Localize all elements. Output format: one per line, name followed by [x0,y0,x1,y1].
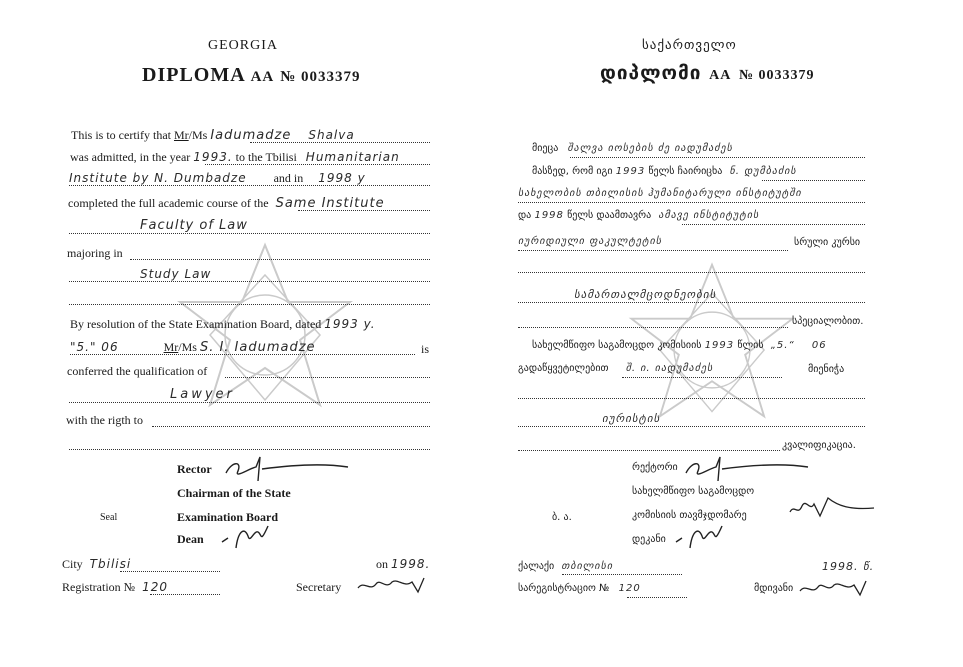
line-completed: completed the full academic course of the Same Institute [68,196,385,211]
chairman-label-ge-1: სახელმწიფო საგამოცდო [632,486,755,497]
document-title [142,64,361,87]
chairman-label-2: Examination Board [177,510,279,524]
qualification-label: conferred the qualification of [67,364,208,378]
diploma-georgian-page: საქართველო დიპლომი AA № 0033379 მიეცა შალვა იოსების ძე იადუმაძეს მასზედ, რომ იგი 1993 წელს ჩაირიცხა ნ. დუმბაძის სახელობის თბილისის ჰუმანიტარული ინსტიტუტში და 1998 წელს დაამთავრა ამავე ინსტიტუტის იურიდიული ფაკულტეტის სრული კურსი სამართალმცოდნეობის სპეციალობით. სახელმწიფო საგამოცდო კომისიის 1993 წლის „5.“ 06 გადაწყვეტილებით შ. ი. იადუმაძეს მიენიჭა იურისტის კვალიფიკაცია. რექტორი სახელმწიფო საგამოცდო კომისიის თავმჯდომარე ბ. ა. დეკანი ქალაქი თბილისი 1998. წ. სარეგისტრაციო № 120 მდივანი [482,0,963,667]
line-admitted: was admitted, in the year 1993. to the Tbilisi Humanitarian [70,150,400,164]
holder-firstname: Shalva [308,128,355,142]
resolution-date: "5." 06 [70,340,119,354]
major-value: Study Law [140,267,212,281]
institute-name: Institute by N. Dumbadze [69,171,247,185]
ge-major: სამართალმცოდნეობის [574,288,717,301]
registration-line: Registration № 120 [62,580,169,594]
line-conferred-name: "5." 06 Mr/Ms S. I. Iadumadze [70,340,316,355]
chairman-label-1: Chairman of the State [177,486,291,500]
ge-line-2: მასზედ, რომ იგი 1993 წელს ჩაირიცხა ნ. დუმბაძის [532,166,797,177]
ge-qualification: იურისტის [602,412,661,425]
resolution-year: 1993 y. [324,317,376,331]
line-certify: This is to certify that Mr/Ms Iadumadze Shalva [71,128,355,143]
rights-label: with the rigth to [66,413,143,427]
document-title-ge: დიპლომი AA № 0033379 [600,62,815,84]
ge-registration-line: სარეგისტრაციო № 120 [518,583,641,594]
rector-label-ge: რექტორი [632,462,678,473]
city-value: Tbilisi [89,557,132,571]
secretary-signature [798,577,870,599]
city-line: City Tbilisi [62,557,132,571]
diploma-number: № 0033379 [280,69,361,85]
ge-line-4: და 1998 წელს დაამთავრა ამავე ინსტიტუტის [518,210,760,221]
line-institute: Institute by N. Dumbadze and in 1998 y [69,171,366,185]
dean-signature [218,522,278,552]
ge-faculty: იურიდიული ფაკულტეტის [518,236,662,247]
graduation-year: 1998 y [318,171,366,185]
holder-surname: Iadumadze [210,128,292,143]
registration-number: 120 [142,580,169,594]
dean-label-ge: დეკანი [632,534,666,545]
dean-signature [672,522,732,552]
admission-year: 1993. [193,150,233,164]
ge-line-10: გადაწყვეტილებით შ. ი. იადუმაძეს [518,363,714,374]
diploma-english-page: GEORGIA DIPLOMA AA № 0033379 This is to certify that Mr/Ms Iadumadze Shalva was admitted, in the year 1993. to the Tbilisi Humanitarian Institute by N. Dumbadze and in 1998 y completed the full academic course of the Same Institute Faculty of Law majoring in Study Law By resolution of the State Examination Board, dated 1993 y. "5." 06 Mr/Ms S. I. Iadumadze is conferred the qualification of Lawyer with the rigth to Rector Chairman of the State Examination Board Seal Dean City Tbilisi on 1998. Registration № 120 Secretary [62,38,431,594]
secretary-label: Secretary [296,580,342,594]
dean-label: Dean [177,532,204,546]
ge-line-1: მიეცა შალვა იოსების ძე იადუმაძეს [532,143,733,154]
rector-signature [682,455,812,485]
rector-label: Rector [177,462,212,476]
ge-city-line: ქალაქი თბილისი [518,561,614,572]
date-line: on 1998. [376,557,431,571]
secretary-signature [356,574,428,596]
qualification-value: Lawyer [170,387,235,402]
seal-label-ge: ბ. ა. [552,512,572,523]
seal-label: Seal [100,512,118,523]
rector-signature [222,455,352,485]
country-heading: GEORGIA [208,38,278,53]
line-resolution: By resolution of the State Examination Board, dated 1993 y. [70,317,376,331]
country-heading-ge: საქართველო [642,38,737,53]
series: AA [250,69,275,85]
ge-line-9: სახელმწიფო საგამოცდო კომისიის 1993 წლის „5.“ 06 [532,340,827,351]
ge-line-3: სახელობის თბილისის ჰუმანიტარული ინსტიტუტში [518,188,802,199]
chairman-signature [788,492,878,520]
chairman-label-ge-2: კომისიის თავმჯდომარე [632,510,747,521]
ge-secretary-label: მდივანი [754,583,794,594]
ge-year: 1998. წ. [822,560,875,573]
majoring-label: majoring in [67,246,123,260]
diploma-title-word: DIPLOMA [142,64,245,86]
faculty: Faculty of Law [140,218,248,233]
